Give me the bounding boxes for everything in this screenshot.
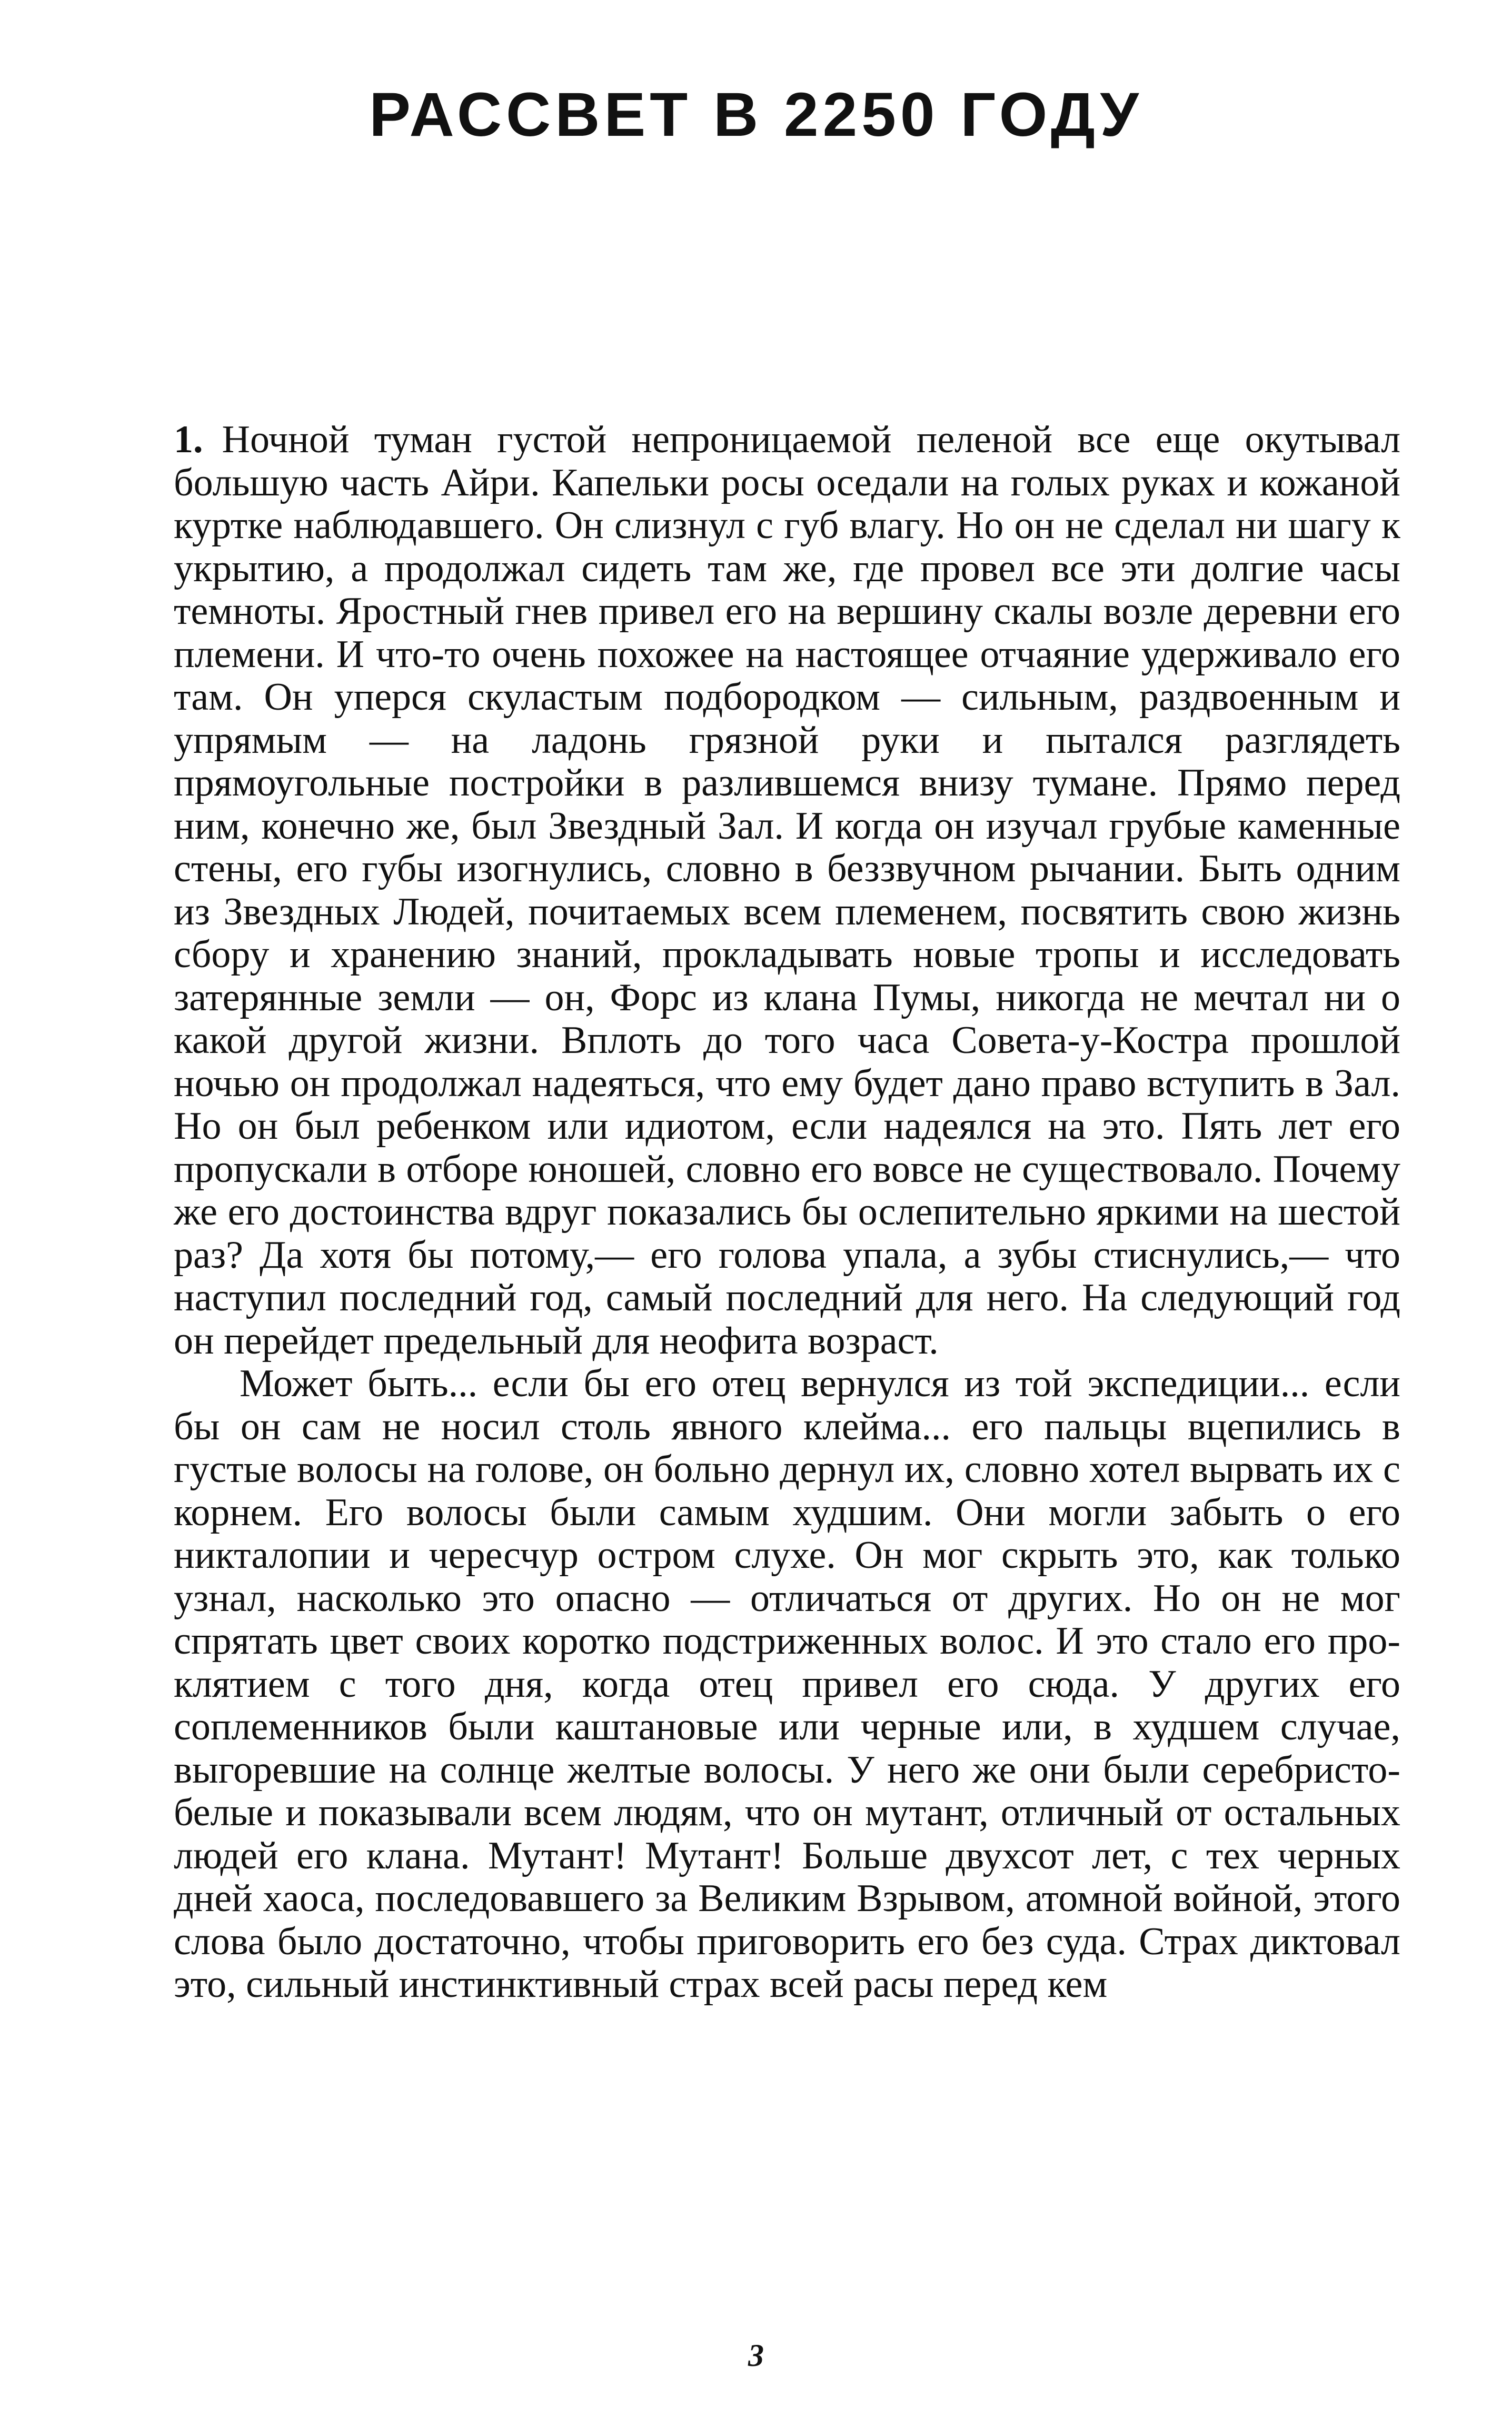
section-number: 1. — [174, 418, 203, 461]
paragraph-2-text: Может быть... если бы его отец вернулся из той экспедиции... если бы он сам не носил столь явного клейма... его пальцы вцепились в густые волосы на голове, он больно дернул их, словно хотел вырвать их с корнем. Его волосы были самым худшим. Они могли забыть о его никталопии и чересчур остром слухе. Он мог скрыть это, как только узнал, насколько это опасно — отличаться от других. Но он не мог спрятать цвет своих коротко подстриженных волос. И это стало его проклятием с того дня, когда отец привел его сюда. У других его соплеменников были каштановые или черные или, в худшем случае, выгоревшие на солнце желтые волосы. У него же они были серебристо-белые и показывали всем людям, что он мутант, отличный от остальных людей его клана. Мутант! Мутант! Больше двухсот лет, с тех черных дней хаоса, последовавшего за Великим Взрывом, атомной войной, этого слова было достаточно, чтобы приговорить его без суда. Страх диктовал это, сильный инстинктивный страх всей расы перед кем — [174, 1362, 1400, 2006]
chapter-body — [174, 419, 1400, 2006]
paragraph-2 — [174, 1362, 1400, 2006]
page-number: 3 — [748, 2338, 764, 2373]
paragraph-1 — [174, 419, 1400, 1362]
paragraph-1-text: Ночной туман густой непроницаемой пеленой все еще окутывал большую часть Айри. Капельки росы оседали на голых руках и кожаной куртке наблюдавшего. Он слизнул с губ влагу. Но он не сделал ни шагу к укрытию, а продолжал сидеть там же, где провел все эти долгие часы темноты. Яростный гнев привел его на вершину скалы возле деревни его племени. И что-то очень похожее на настоящее отчаяние удерживало его там. Он уперся скуластым подбородком — сильным, раздвоенным и упрямым — на ладонь грязной руки и пытался разглядеть прямоугольные постройки в разлившемся внизу тумане. Прямо перед ним, конечно же, был Звездный Зал. И когда он изучал грубые каменные стены, его губы изогнулись, словно в беззвучном рычании. Быть одним из Звездных Людей, почитаемых всем племенем, посвятить свою жизнь сбору и хранению знаний, прокладывать новые тропы и исследовать затерянные земли — он, Форс из клана Пумы, никогда не мечтал ни о какой другой жизни. Вплоть до того часа Совета-у-Костра прошлой ночью он продолжал надеяться, что ему будет дано право вступить в Зал. Но он был ребенком или идиотом, если надеялся на это. Пять лет его пропускали в отборе юношей, словно его вовсе не существовало. Почему же его достоинства вдруг показались бы ослепительно яркими на шестой раз? Да хотя бы потому,— его голова упала, а зубы стиснулись,— что наступил последний год, самый последний для него. На следующий год он перейдет предельный для неофита возраст. — [174, 418, 1400, 1362]
chapter-title: РАССВЕТ В 2250 ГОДУ — [369, 80, 1143, 150]
